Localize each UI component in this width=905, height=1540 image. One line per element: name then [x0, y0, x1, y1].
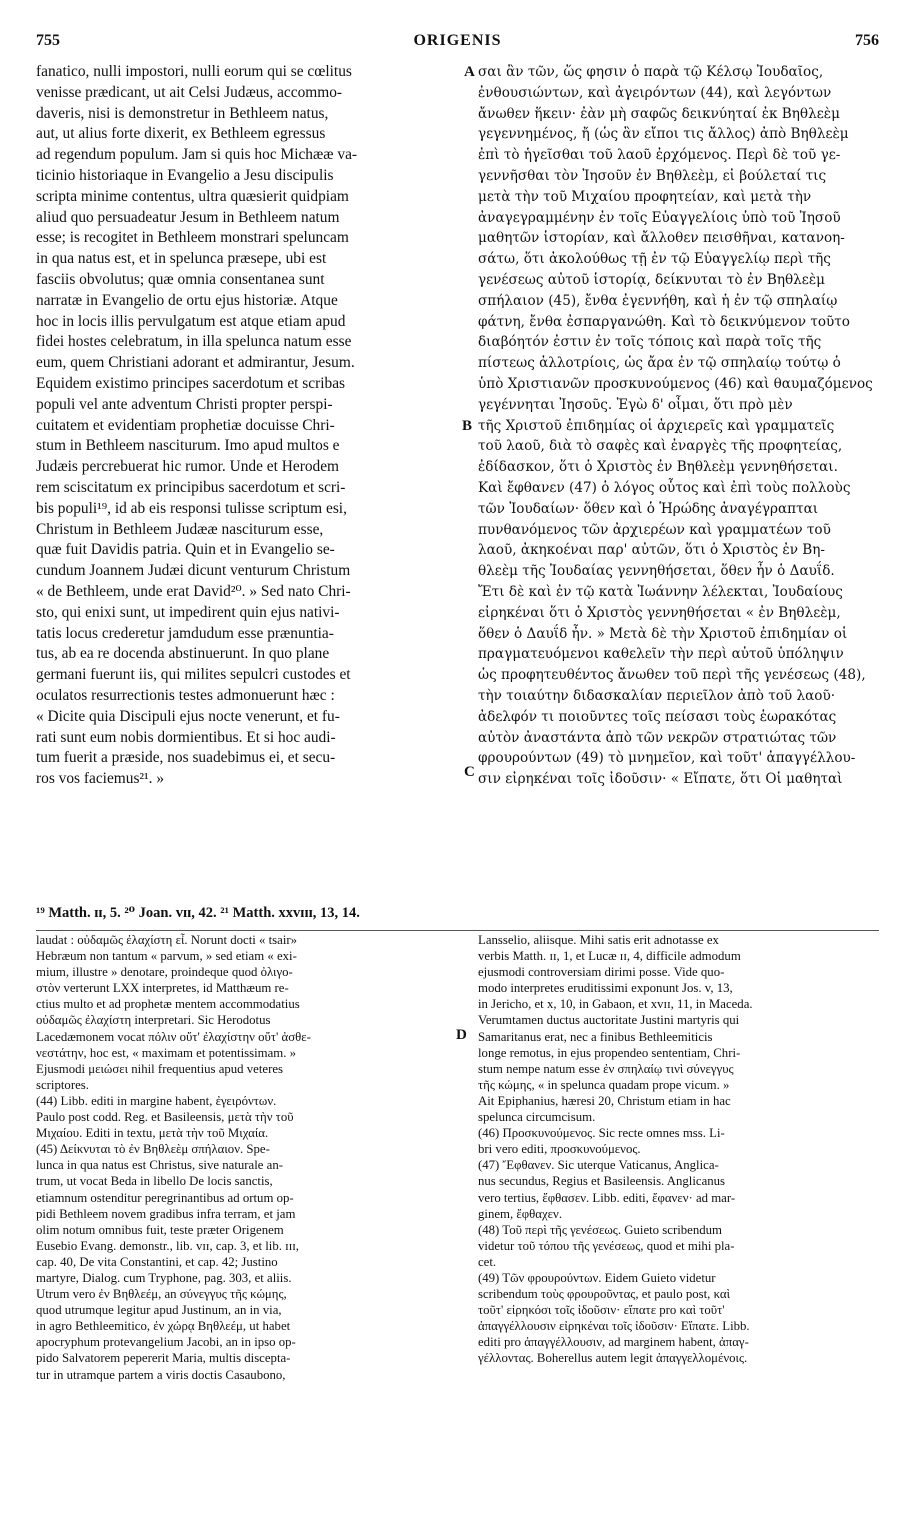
latin-text-line: tus, ab ea re docenda abstinuerunt. In quo plane — [36, 645, 330, 663]
note-line: (46) Προσκυνούμενος. Sic recte omnes mss. Li- — [478, 1126, 725, 1141]
greek-text-line: τὴν τοιαύτην διδασκαλίαν περιεῖλον ἀπὸ τοῦ λαοῦ· — [478, 687, 836, 704]
note-line: (49) Τῶν φρουρούντων. Eidem Guieto videtur — [478, 1270, 716, 1285]
latin-text-line: oculatos resurrectionis testes admonuerunt hæc : — [36, 686, 335, 704]
note-line: laudat : οὐδαμῶς ἐλαχίστη εἶ. Norunt docti « tsair» — [36, 933, 298, 947]
greek-text-line: γενέσεως αὐτοῦ ἱστορίᾳ, δείκνυται τὸ ἐν Βηθλεὲμ — [478, 271, 825, 288]
note-line: mium, illustre » denotare, proindeque quod ὀλιγο- — [36, 965, 293, 980]
latin-text-line: fidei hostes celebratum, in illa spelunca natum esse — [36, 333, 352, 351]
page-number-right: 756 — [855, 32, 879, 49]
note-line: etiamnum ostenditur peregrinantibus ad ortum op- — [36, 1190, 294, 1205]
greek-text-line: φρουρούντων (49) τὸ μνημεῖον, καὶ τοῦτ' ἀπαγγέλλου- — [478, 750, 856, 767]
page-number-left: 755 — [36, 32, 60, 49]
note-line: Paulo post codd. Reg. et Basileensis, μετὰ τὴν τοῦ — [36, 1110, 294, 1125]
greek-text-line: ἀναγεγραμμένην ἐν τοῖς Εὐαγγελίοις ὑπὸ τοῦ Ἰησοῦ — [478, 209, 841, 226]
latin-text-line: cundum Joannem Judæi dicunt venturum Christum — [36, 562, 351, 580]
greek-text-line: πραγματευόμενοι καθελεῖν τὴν περὶ αὐτοῦ ὑπόληψιν — [478, 646, 844, 663]
greek-text-line: ἐνθουσιώντων, καὶ ἀγειρόντων (44), καὶ λεγόντων — [478, 84, 832, 101]
note-line: νεστάτην, hoc est, « maximam et potentissimam. » — [36, 1045, 297, 1060]
latin-text-line: narratæ in Evangelio de ortu ejus historiæ. Atque — [36, 291, 338, 309]
greek-text-line: ὑπὸ Χριστιανῶν προσκυνούμενος (46) καὶ θαυμαζόμενος — [478, 375, 873, 392]
latin-text-line: hoc in locis illis pervulgatum est atque etiam apud — [36, 312, 346, 330]
section-marker-d: D — [456, 1027, 467, 1043]
greek-text-line: σάτω, ὅτι ἀκολούθως τῇ ἐν τῷ Εὐαγγελίῳ περὶ τῆς — [478, 251, 831, 268]
latin-text-line: « Dicite quia Discipuli ejus nocte venerunt, et fu- — [36, 707, 340, 725]
latin-text-line: ticinio historiaque in Evangelio a Jesu discipulis — [36, 166, 334, 184]
note-line: in Jericho, et x, 10, in Gabaon, et xᴠɪɪ, 11, in Maceda. — [478, 997, 753, 1012]
note-line: martyre, Dialog. cum Tryphone, pag. 303, et aliis. — [36, 1270, 292, 1285]
latin-text-line: fanatico, nulli impostori, nulli eorum qui se cœlitus — [36, 63, 352, 80]
latin-text-line: in qua natus est, et in spelunca præsepe, ubi est — [36, 250, 327, 268]
latin-text-line: rem sciscitatum ex principibus sacerdotum et scri- — [36, 478, 346, 496]
note-line: τοῦτ' εἰρηκόσι τοῖς ἰδοῦσιν· εἴπατε pro καὶ τοῦτ' — [478, 1303, 725, 1318]
latin-text-line: aliud quo persuadeatur Jesum in Bethleem natum — [36, 208, 340, 226]
greek-text-line: πίστεως ἀλλοτρίοις, ὡς ἄρα ἐν τῷ σπηλαίῳ τούτῳ ὁ — [478, 355, 841, 372]
note-line: στὸν verterunt LXX interpretes, id Matthæum re- — [36, 981, 289, 996]
note-line: (44) Libb. editi in margine habent, ἐγειρόντων. — [36, 1093, 277, 1108]
note-line: οὐδαμῶς ἐλαχίστη interpretari. Sic Herodotus — [36, 1013, 271, 1028]
note-line: Ejusmodi μειώσει nihil frequentius apud veteres — [36, 1061, 284, 1076]
note-line: longe remotus, in ejus propendeo sententiam, Chri- — [478, 1045, 741, 1060]
latin-text-line: bis populi¹⁹, id ab eis responsi tulisse scriptum esi, — [36, 499, 347, 517]
latin-text-line: venisse prædicant, ut ait Celsi Judæus, accommo- — [36, 83, 343, 101]
latin-text-line: Equidem existimo principes sacerdotum et scribas — [36, 374, 346, 392]
note-line: Eusebio Evang. demonstr., lib. vɪɪ, cap. 3, et lib. ɪɪɪ, — [36, 1238, 300, 1253]
greek-text-line: αὐτὸν ἀναστάντα ἀπὸ τῶν νεκρῶν στρατιώτας τῶν — [478, 729, 837, 746]
note-line: videtur τοῦ τόπου τῆς γενέσεως, quod et mihi pla- — [478, 1238, 735, 1253]
note-line: ἀπαγγέλλουσιν εἰρηκέναι τοῖς ἰδοῦσιν· Εἴπατε. Libb. — [478, 1319, 750, 1334]
latin-text-line: quæ fuit Davidis patria. Quin et in Evangelio se- — [36, 541, 335, 559]
latin-text-line: tatis locus crederetur jamdudum esse prænuntia- — [36, 624, 334, 642]
notes-right-column — [478, 932, 890, 1367]
greek-text-line: Ἔτι δὲ καὶ ἐν τῷ κατὰ Ἰωάννην λέλεκται, Ἰουδαίους — [478, 583, 843, 600]
note-line: trum, ut vocat Beda in libello De locis sanctis, — [36, 1174, 273, 1189]
latin-text-line: ros vos faciemus²¹. » — [36, 770, 165, 788]
note-line: ginem, ἔφθαχεν. — [478, 1206, 563, 1221]
latin-text-line: eum, quem Christiani adorant et admirantur, Jesum. — [36, 354, 355, 372]
note-line: quod utrumque legitur apud Justinum, an in via, — [36, 1303, 282, 1318]
latin-text-line: Judæis percrebuerat hic rumor. Unde et Herodem — [36, 458, 340, 476]
note-line: ctius multo et ad prophetæ mentem accommodatius — [36, 997, 300, 1012]
note-line: editi pro ἀπαγγέλλουσιν, ad marginem habent, ἀπαγ- — [478, 1335, 749, 1350]
note-line: in agro Bethleemitico, ἐν χώρᾳ Βηθλεέμ, ut habet — [36, 1319, 291, 1334]
note-line: vero tertius, ἔφθασεν. Libb. editi, ἔφανεν· ad mar- — [478, 1190, 736, 1205]
greek-text-line: ὅθεν ὁ Δαυΐδ ἦν. » Μετὰ δὲ τὴν Χριστοῦ ἐπιδημίαν οἱ — [478, 625, 848, 642]
latin-main-column — [36, 62, 464, 790]
note-line: ejusmodi controversiam dirimi posse. Vide quo- — [478, 965, 725, 980]
note-line: pidi Bethleem novem gradibus infra terram, et jam — [36, 1206, 296, 1221]
note-line: (47) Ἔφθανεν. Sic uterque Vaticanus, Anglica- — [478, 1158, 719, 1173]
latin-text-line: daveris, nisi is demonstretur in Bethleem natus, — [36, 104, 329, 122]
greek-text-line: σιν εἰρηκέναι τοῖς ἰδοῦσιν· « Εἴπατε, ὅτι Οἱ μαθηταὶ — [478, 771, 843, 788]
note-line: nus secundus, Regius et Basileensis. Anglicanus — [478, 1174, 726, 1189]
note-line: Lacedæmonem vocat πόλιν οὔτ' ἐλαχίστην οὔτ' ἀσθε- — [36, 1029, 311, 1044]
latin-text-line: rati sunt eum nobis dormientibus. Et si hoc audi- — [36, 728, 336, 746]
greek-text-line: μαθητῶν ἱστορίαν, καὶ ἄλλοθεν πεισθῆναι, κατανοη- — [478, 230, 845, 247]
section-marker-c: C — [464, 764, 475, 780]
running-title: ORIGENIS — [413, 32, 502, 49]
latin-text-line: sto, qui enixi sunt, ut impedirent quin ejus nativi- — [36, 603, 340, 621]
note-line: (45) Δείκνυται τὸ ἐν Βηθλεὲμ σπήλαιον. Spe- — [36, 1142, 270, 1157]
note-line: apocryphum protevangelium Jacobi, an in ipso op- — [36, 1335, 296, 1350]
note-line: τῆς κώμης, « in spelunca quadam prope vicum. » — [478, 1077, 730, 1092]
note-line: spelunca circumcisum. — [478, 1110, 596, 1125]
greek-text-line: γεγεννημένος, ἤ (ὡς ἂν εἴποι τις ἄλλος) ἀπὸ Βηθλεὲμ — [478, 126, 849, 143]
note-line: verbis Matth. ɪɪ, 1, et Lucæ ɪɪ, 4, difficile admodum — [478, 949, 741, 964]
latin-text-line: cuitatem et evidentiam prophetiæ docuisse Chri- — [36, 416, 335, 434]
latin-text-line: populi vel ante adventum Christi propter perspi- — [36, 395, 333, 413]
greek-text-line: τῶν Ἰουδαίων· ὅθεν καὶ ὁ Ἡρώδης ἀναγέγραπται — [478, 500, 819, 517]
greek-text-line: εἰρηκέναι ὅτι ὁ Χριστὸς γεννηθήσεται « ἐν Βηθλεὲμ, — [478, 604, 841, 621]
greek-text-line: τῆς Χριστοῦ ἐπιδημίας οἱ ἀρχιερεῖς καὶ γραμματεῖς — [478, 417, 835, 434]
section-marker-b: B — [462, 418, 473, 434]
page-header — [36, 32, 879, 54]
note-line: Verumtamen ductus auctoritate Justini martyris qui — [478, 1013, 740, 1028]
latin-text-line: germani fuerunt iis, qui milites sepulcri custodes et — [36, 666, 351, 684]
greek-text-line: τοῦ λαοῦ, διὰ τὸ σαφὲς καὶ ἐναργὲς τῆς προφητείας, — [478, 438, 843, 455]
scripture-references: ¹⁹ Matth. ɪɪ, 5. ²⁰ Joan. vɪɪ, 42. ²¹ Matth. xxvɪɪɪ, 13, 14. — [36, 905, 360, 921]
note-line: Lansselio, aliisque. Mihi satis erit adnotasse ex — [478, 933, 719, 947]
latin-text-line: scripta minime contentus, ultra quæsierit quidpiam — [36, 187, 349, 205]
greek-text-line: ἀδελφόν τι ποιοῦντες τοῖς πείσασι τοὺς ἑωρακότας — [478, 708, 837, 725]
note-line: Utrum vero ἐν Βηθλεέμ, an σύνεγγυς τῆς κώμης, — [36, 1287, 287, 1302]
greek-text-line: ἄνωθεν ἥκειν· ἐὰν μὴ σαφῶς δεικνύηταί ἐκ Βηθλεὲμ — [478, 105, 840, 122]
greek-text-line: σπήλαιον (45), ἔνθα ἐγεννήθη, καὶ ἡ ἐν τῷ σπηλαίῳ — [478, 292, 838, 309]
notes-left-column — [36, 932, 454, 1383]
greek-main-column — [478, 62, 890, 790]
greek-text-line: λαοῦ, ἀκηκοέναι παρ' αὐτῶν, ὅτι ὁ Χριστὸς ἐν Βη- — [478, 542, 826, 559]
latin-text-line: aut, ut alius forte dixerit, ex Bethleem egressus — [36, 125, 326, 143]
greek-text-line: διαβόητόν ἐστιν ἐν τοῖς τόποις καὶ παρὰ τοῖς τῆς — [478, 334, 822, 351]
latin-text-line: Christum in Bethleem Judææ nasciturum esse, — [36, 520, 324, 538]
greek-text-line: ὡς προφητευθέντος ἄνωθεν τοῦ περὶ τῆς γενέσεως (48), — [478, 667, 866, 684]
note-line: Ait Epiphanius, hæresi 20, Christum etiam in hac — [478, 1093, 731, 1108]
note-line: stum nempe natum esse ἐν σπηλαίῳ τινὶ σύνεγγυς — [478, 1061, 734, 1076]
latin-text-line: ad regendum populum. Jam si quis hoc Michææ va- — [36, 146, 358, 164]
note-line: bri vero editi, προσκυνούμενος. — [478, 1142, 641, 1157]
greek-text-line: ἐδίδασκον, ὅτι ὁ Χριστὸς ἐν Βηθλεὲμ γεννηθήσεται. — [478, 459, 838, 476]
footnote-divider — [36, 930, 879, 931]
greek-text-line: ἐπὶ τὸ ἡγεῖσθαι τοῦ λαοῦ ἐρχόμενος. Περὶ δὲ τοῦ γε- — [478, 147, 841, 164]
greek-text-line: πυνθανόμενος τῶν ἀρχιερέων καὶ γραμματέων τοῦ — [478, 521, 831, 538]
greek-text-line: φάτνη, ἔνθα ἐσπαργανώθη. Καὶ τὸ δεικνύμενον τοῦτο — [478, 313, 850, 330]
latin-text-line: fasciis obvolutus; quæ omnia consentanea sunt — [36, 270, 325, 288]
greek-text-line: θλεὲμ τῆς Ἰουδαίας γεννηθήσεται, ὅθεν ἦν ὁ Δαυΐδ. — [478, 563, 835, 580]
section-marker-a: A — [464, 64, 475, 80]
greek-text-line: σαι ἂν τῶν, ὥς φησιν ὁ παρὰ τῷ Κέλσῳ Ἰουδαῖος, — [478, 64, 824, 80]
greek-text-line: γεννῆσθαι τὸν Ἰησοῦν ἐν Βηθλεὲμ, εἰ βούλεταί τις — [478, 167, 827, 184]
greek-text-line: Καὶ ἔφθανεν (47) ὁ λόγος οὗτος καὶ ἐπὶ τοὺς πολλοὺς — [478, 479, 851, 496]
greek-text-line: γεγέννηται Ἰησοῦς. Ἐγὼ δ' οἶμαι, ὅτι πρὸ μὲν — [478, 396, 793, 413]
latin-text-line: stum in Bethleem nasciturum. Imo apud multos e — [36, 437, 340, 455]
note-line: γέλλοντας. Boherellus autem legit ἀπαγγελλομένοις. — [478, 1351, 748, 1366]
note-line: Hebræum non tantum « parvum, » sed etiam « exi- — [36, 949, 297, 964]
note-line: cap. 40, De vita Constantini, et cap. 42; Justino — [36, 1254, 278, 1269]
note-line: scribendum τοὺς φρουροῦντας, et paulo post, καὶ — [478, 1287, 731, 1302]
note-line: modo interpretes eruditissimi exponunt Jos. v, 13, — [478, 981, 733, 996]
note-line: Μιχαίου. Editi in textu, μετὰ τὴν τοῦ Μιχαία. — [36, 1126, 269, 1141]
note-line: pido Salvatorem pepererit Maria, multis disceptа- — [36, 1351, 291, 1366]
note-line: scriptores. — [36, 1077, 89, 1092]
greek-text-line: μετὰ τὴν τοῦ Μιχαίου προφητείαν, καὶ μετὰ τὴν — [478, 188, 812, 205]
note-line: (48) Τοῦ περὶ τῆς γενέσεως. Guieto scribendum — [478, 1222, 722, 1237]
note-line: tur in utramque partem a viris doctis Casaubono, — [36, 1367, 286, 1382]
latin-text-line: esse; is recogitet in Bethleem monstrari speluncam — [36, 229, 349, 247]
latin-text-line: « de Bethleem, unde erat David²⁰. » Sed nato Chri- — [36, 582, 351, 600]
note-line: lunca in qua natus est Christus, sive naturale an- — [36, 1158, 283, 1173]
note-line: olim notum omnibus fuit, teste præter Origenem — [36, 1222, 284, 1237]
note-line: cet. — [478, 1254, 497, 1269]
latin-text-line: tum fuerit a præside, nos suadebimus ei, et secu- — [36, 749, 336, 767]
note-line: Samaritanus erat, nec a finibus Bethleemiticis — [478, 1029, 713, 1044]
